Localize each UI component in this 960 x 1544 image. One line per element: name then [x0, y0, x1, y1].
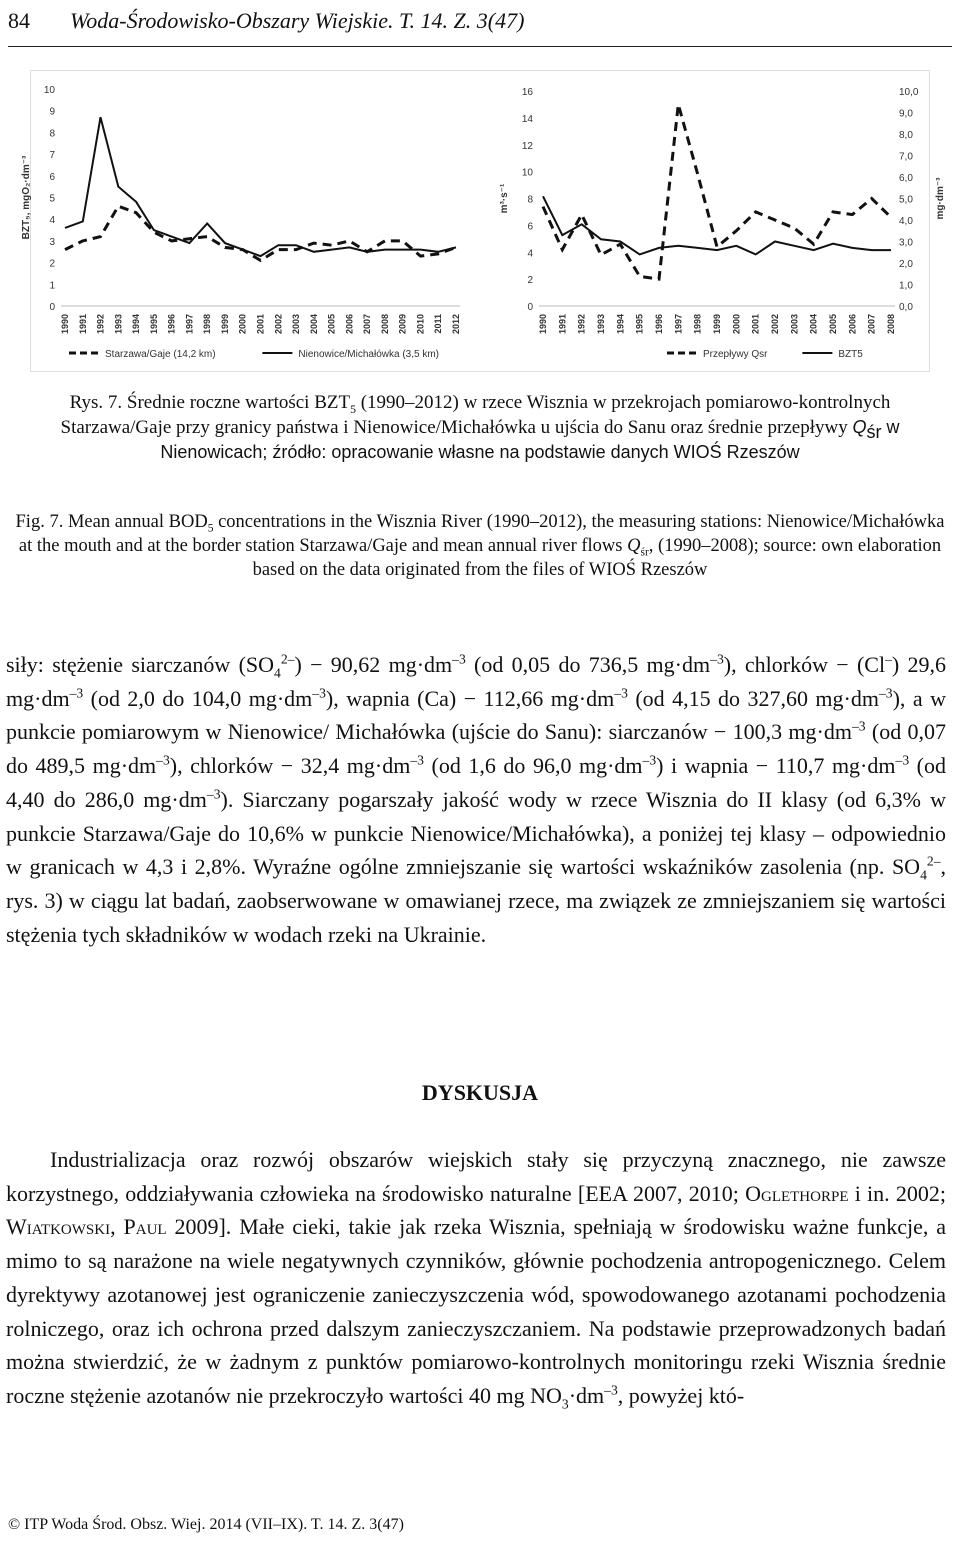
text: ), chlorków − (Cl	[723, 652, 886, 677]
caption-pl-q: Q	[852, 417, 867, 437]
y2-tick-label: 9,0	[899, 108, 913, 120]
x-tick-label: 2004	[808, 314, 819, 335]
caption-en-q: Q	[627, 536, 641, 556]
text: (od 1,6 do 96,0 mg·dm	[423, 753, 643, 779]
sup: –3	[878, 685, 893, 701]
x-tick-label: 1992	[576, 314, 587, 335]
caption-pl-text: w Nienowicach; źródło: opracowanie własne na podstawie danych WIOŚ Rzeszów	[160, 417, 900, 462]
y2-tick-label: 1,0	[899, 280, 913, 292]
figure-7-charts	[21, 71, 946, 371]
x-tick-label: 1997	[184, 314, 195, 335]
y2-tick-label: 8,0	[899, 130, 913, 141]
text: ,	[110, 1214, 124, 1240]
text: siły: stężenie siarczanów (SO	[6, 652, 275, 677]
x-tick-label: 2006	[344, 314, 355, 335]
x-tick-label: 1998	[202, 314, 213, 335]
x-tick-label: 2008	[886, 314, 896, 335]
caption-en-text: , (1990–2008); source: own elaboration based on the data originated from the files of WIOŚ Rzeszów	[252, 536, 942, 580]
author: Oglethorpe	[745, 1180, 849, 1206]
y-tick-label: 4	[527, 248, 533, 260]
sup: –3	[452, 651, 466, 667]
x-tick-label: 2001	[750, 314, 761, 335]
y-tick-label: 12	[521, 140, 533, 152]
y2-tick-label: 3,0	[899, 237, 913, 249]
text: 2009]. Małe cieki, takie jak rzeka Wisznia, spełniają w środowisku ważne funkcje, a mimo to są narażone na wiele negatywnych czynników, głównie pochodzenia antropogenicznego. Celem dyrektywy azotanowej jest ograniczenie zanieczyszczenia wód, spowodowanego azotanami pochodzenia rolniczego, oraz ich ochrona przed dalszym zanieczyszczaniem. Na podstawie przeprowadzonych badań można stwierdzić, że w żadnym z punktów pomiarowo-kontrolnych monitoringu rzeki Wisznia średnie roczne stężenie azotanów nie przekroczyło wartości 40 mg NO	[6, 1214, 947, 1408]
x-tick-label: 2003	[291, 314, 302, 335]
x-tick-label: 2003	[789, 314, 800, 335]
y-tick-label: 6	[49, 171, 55, 183]
running-header	[8, 6, 952, 47]
y2-tick-label: 7,0	[899, 151, 913, 163]
y-tick-label: 10	[521, 167, 533, 179]
x-tick-label: 1998	[692, 314, 703, 335]
sub: 4	[920, 867, 927, 883]
sup: –	[885, 651, 892, 667]
y-tick-label: 8	[527, 194, 533, 206]
legend-label: Nienowice/Michałówka (3,5 km)	[298, 349, 440, 360]
journal-title: Woda-Środowisko-Obszary Wiejskie. T. 14. Z. 3(47)	[70, 8, 525, 33]
x-tick-label: 1990	[60, 314, 70, 335]
sub: 3	[561, 1396, 569, 1412]
copyright-footer: © ITP Woda Środ. Obsz. Wiej. 2014 (VII–IX). T. 14. Z. 3(47)	[8, 1516, 404, 1533]
y-tick-label: 10	[43, 85, 55, 96]
x-tick-label: 2007	[866, 314, 877, 335]
text: ) 29,6 mg·dm	[6, 652, 947, 711]
y2-tick-label: 5,0	[899, 194, 913, 206]
text: ), chlorków − 32,4 mg·dm	[169, 753, 411, 779]
x-tick-label: 2007	[362, 314, 373, 335]
x-tick-label: 2000	[731, 314, 742, 335]
x-tick-label: 1993	[113, 314, 124, 335]
caption-en-sub: 5	[207, 522, 214, 535]
y-tick-label: 9	[49, 106, 55, 118]
x-tick-label: 2002	[770, 314, 780, 335]
x-tick-label: 1993	[596, 314, 606, 335]
caption-pl-q-sub: śr	[866, 421, 882, 442]
figure-7	[21, 70, 946, 372]
x-tick-label: 1996	[166, 314, 177, 335]
x-tick-label: 2005	[326, 314, 337, 335]
x-tick-label: 2005	[828, 314, 838, 335]
caption-pl	[12, 390, 948, 465]
sup: –3	[312, 685, 326, 701]
x-tick-label: 2008	[379, 314, 390, 335]
x-tick-label: 1995	[634, 314, 645, 335]
sup: 2–	[280, 651, 295, 667]
y-tick-label: 1	[49, 280, 55, 292]
y-tick-label: 2	[49, 258, 55, 270]
sup: –3	[69, 685, 84, 701]
x-tick-label: 1990	[538, 314, 548, 335]
y-tick-label: 8	[49, 128, 55, 140]
x-tick-label: 1997	[673, 314, 684, 335]
x-tick-label: 1994	[615, 314, 626, 335]
series-line	[65, 206, 456, 260]
x-tick-label: 2006	[847, 314, 858, 335]
sub: 4	[274, 665, 281, 681]
section-heading: DYSKUSJA	[421, 1080, 539, 1105]
y-tick-label: 7	[49, 150, 55, 162]
text: , powyżej któ-	[617, 1382, 745, 1408]
sup: –3	[206, 786, 221, 802]
text: i in. 2002;	[848, 1180, 947, 1206]
caption-pl-text: Rys. 7. Średnie roczne wartości BZT	[69, 392, 351, 413]
x-tick-label: 2010	[415, 314, 426, 335]
text: ), a w punkcie pomiarowym w Nienowice/ Michałówka (ujście do Sanu): siarczanów − 100,3 mg·dm	[6, 685, 946, 745]
text: Industrializacja oraz rozwój obszarów wiejskich stały się przyczyną znacznego, nie zawsze korzystnego, oddziaływania człowieka na środowisko naturalne [EEA 2007, 2010;	[6, 1147, 946, 1206]
x-tick-label: 2001	[255, 314, 266, 335]
x-tick-label: 1991	[557, 314, 568, 335]
caption-pl-sub: 5	[350, 402, 356, 416]
x-tick-label: 1999	[219, 314, 230, 335]
text: (od 0,07 do 489,5 mg·dm	[6, 719, 947, 779]
caption-en	[12, 510, 948, 582]
author: Paul	[123, 1214, 167, 1240]
y2-axis-label: mg·dm⁻³	[935, 177, 946, 220]
caption-en-text: concentrations in the Wisznia River (1990–2012), the measuring stations: Nienowice/Michałówka at the mouth and at the border station Starzawa/Gaje and mean annual river flows	[18, 512, 945, 556]
sup: –3	[614, 685, 628, 701]
y2-tick-label: 6,0	[899, 173, 913, 184]
y-tick-label: 2	[527, 275, 533, 287]
caption-pl-text: (1990–2012) w rzece Wisznia w przekrojach pomiarowo-kontrolnych Starzawa/Gaje przy granicy państwa i Nienowice/Michałówka u ujścia do Sanu oraz średnie przepływy	[60, 392, 891, 438]
y-tick-label: 3	[49, 236, 55, 248]
sup: –3	[895, 752, 910, 768]
text: ·dm	[568, 1382, 605, 1408]
text: , rys. 3) w ciągu lat badań, zaobserwowane w omawianej rzece, ma związek ze zmniejszaniem się wartości stężenia tych składników w wodach rzeki na Ukrainie.	[6, 854, 946, 947]
text: ) − 90,62 mg·dm	[294, 652, 453, 677]
x-tick-label: 2002	[273, 314, 284, 335]
y2-tick-label: 0,0	[899, 302, 913, 313]
legend-label: Przepływy Qsr	[703, 349, 768, 360]
text: ) i wapnia − 110,7 mg·dm	[656, 753, 896, 779]
sup: –3	[851, 719, 866, 735]
author: Wiatkowski	[6, 1214, 111, 1240]
paragraph-discussion	[6, 1143, 946, 1413]
y2-tick-label: 2,0	[899, 259, 913, 270]
sup: –3	[604, 1382, 618, 1398]
x-tick-label: 1996	[654, 314, 664, 335]
paragraph-salinity	[6, 648, 946, 951]
text: (od 4,40 do 286,0 mg·dm	[6, 753, 946, 812]
y-tick-label: 16	[521, 87, 533, 98]
x-tick-label: 2012	[451, 314, 461, 335]
text: ), wapnia (Ca) − 112,66 mg·dm	[325, 685, 615, 711]
text: ). Siarczany pogarszały jakość wody w rzece Wisznia do II klasy (od 6,3% w punkcie Starzawa/Gaje do 10,6% w punkcie Nienowice/Michałówka), a poniżej tej klasy – odpowiednio w granicach w 4,3 i 2,8%. Wyraźne ogólne zmniejszanie się wartości wskaźników zasolenia (np. SO	[6, 786, 946, 880]
text: (od 0,05 do 736,5 mg·dm	[465, 652, 711, 677]
series-line	[65, 117, 456, 256]
x-tick-label: 1999	[712, 314, 722, 335]
x-tick-label: 1994	[131, 314, 142, 335]
text: (od 2,0 do 104,0 mg·dm	[83, 685, 313, 711]
sup: –3	[156, 752, 170, 768]
y-tick-label: 14	[521, 113, 533, 125]
caption-en-q-sub: śr	[640, 546, 649, 559]
y-tick-label: 0	[49, 302, 55, 313]
y-axis-label: m³·s⁻¹	[499, 183, 510, 214]
text: (od 4,15 do 327,60 mg·dm	[627, 685, 879, 711]
x-tick-label: 2004	[308, 314, 319, 335]
legend-label: Starzawa/Gaje (14,2 km)	[105, 349, 216, 360]
y-tick-label: 6	[527, 221, 533, 233]
x-tick-label: 2000	[237, 314, 248, 335]
caption-en-text: Fig. 7. Mean annual BOD	[15, 512, 208, 532]
y-tick-label: 5	[49, 193, 55, 205]
sup: –3	[710, 651, 724, 667]
sup: –3	[410, 752, 424, 768]
y2-tick-label: 4,0	[899, 216, 913, 227]
y2-tick-label: 10,0	[899, 87, 919, 98]
page-number: 84	[8, 8, 30, 33]
series-line	[543, 104, 891, 279]
y-axis-label: BZT₅, mgO₂·dm⁻³	[21, 155, 32, 240]
legend-label: BZT5	[838, 349, 863, 360]
x-tick-label: 1995	[148, 314, 159, 335]
x-tick-label: 1991	[77, 314, 88, 335]
sup: –3	[642, 752, 657, 768]
x-tick-label: 2011	[433, 314, 444, 334]
sup: 2–	[926, 853, 941, 869]
y-tick-label: 4	[49, 215, 55, 227]
y-tick-label: 0	[527, 302, 533, 313]
x-tick-label: 1992	[95, 314, 106, 335]
x-tick-label: 2009	[397, 314, 408, 335]
